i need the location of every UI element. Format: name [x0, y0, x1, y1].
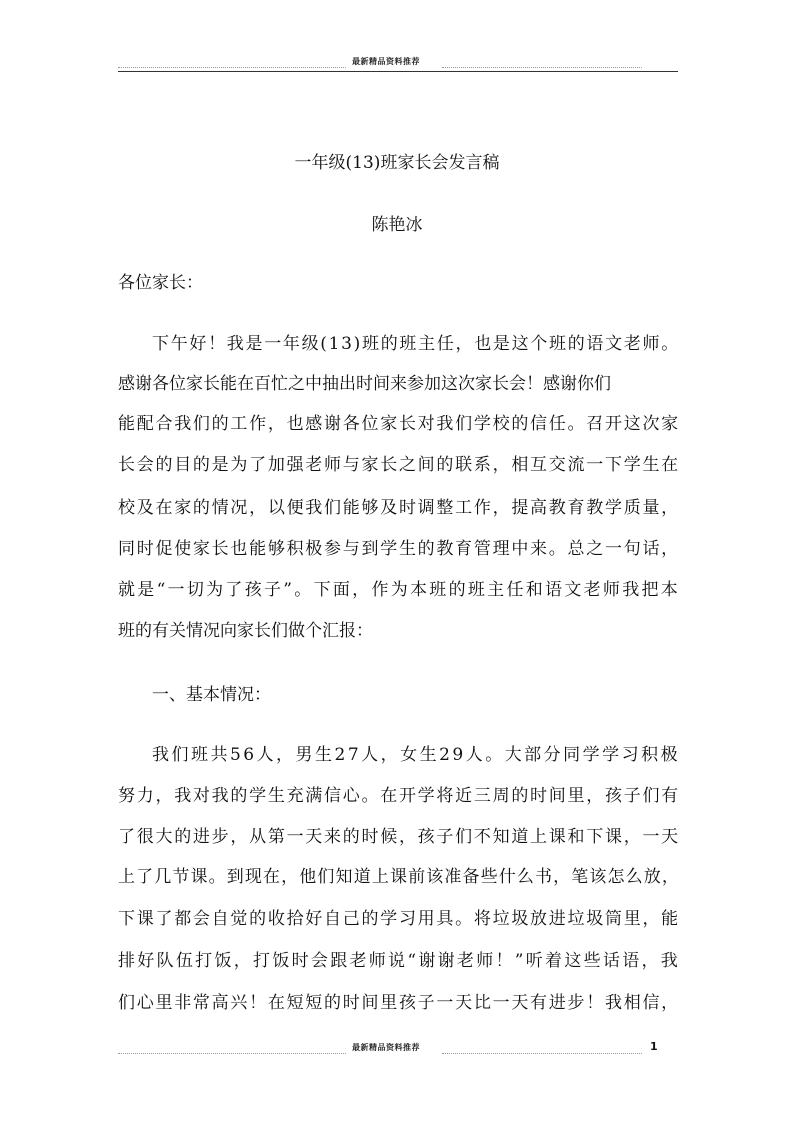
page-number: 1 — [650, 1040, 658, 1053]
paragraph-line: 排好队伍打饭，打饭时会跟老师说“谢谢老师！”听着这些话语，我 — [118, 951, 680, 971]
header-dotted-rule-right — [442, 67, 642, 68]
section-heading: 一、基本情况： — [152, 685, 271, 705]
paragraph-line: 能配合我们的工作，也感谢各位家长对我们学校的信任。召开这次家 — [118, 414, 680, 434]
header-dotted-rule-left — [118, 67, 346, 68]
paragraph-line: 了很大的进步，从第一天来的时候，孩子们不知道上课和下课，一天 — [118, 827, 680, 847]
paragraph-line: 班的有关情况向家长们做个汇报： — [118, 621, 373, 641]
footer-text: 最新精品资料推荐 — [352, 1043, 420, 1052]
paragraph-line: 就是“一切为了孩子”。下面，作为本班的班主任和语文老师我把本 — [118, 580, 680, 600]
salutation: 各位家长： — [118, 273, 203, 293]
footer-dotted-rule-right — [442, 1053, 642, 1054]
paragraph-line: 感谢各位家长能在百忙之中抽出时间来参加这次家长会！感谢你们 — [118, 374, 611, 394]
paragraph-line: 们心里非常高兴！在短短的时间里孩子一天比一天有进步！我相信， — [118, 993, 680, 1013]
page-header — [118, 56, 678, 74]
paragraph-line: 长会的目的是为了加强老师与家长之间的联系，相互交流一下学生在 — [118, 455, 680, 475]
paragraph-line: 上了几节课。到现在，他们知道上课前该准备些什么书，笔该怎么放， — [118, 867, 680, 887]
header-text: 最新精品资料推荐 — [352, 57, 420, 66]
paragraph-line: 下午好！我是一年级(13)班的班主任，也是这个班的语文老师。 — [152, 334, 680, 354]
paragraph-line: 下课了都会自觉的收拾好自己的学习用具。将垃圾放进垃圾筒里，能 — [118, 909, 680, 929]
header-rule — [118, 71, 678, 72]
paragraph-line: 校及在家的情况，以便我们能够及时调整工作，提高教育教学质量， — [118, 498, 680, 518]
footer-dotted-rule-left — [118, 1053, 346, 1054]
paragraph-line: 努力，我对我的学生充满信心。在开学将近三周的时间里，孩子们有 — [118, 786, 680, 806]
paragraph-line: 我们班共56人，男生27人，女生29人。大部分同学学习积极 — [152, 745, 680, 765]
page-footer — [118, 1042, 678, 1060]
document-title: 一年级(13)班家长会发言稿 — [294, 153, 500, 173]
document-author: 陈艳冰 — [371, 215, 423, 235]
paragraph-line: 同时促使家长也能够积极参与到学生的教育管理中来。总之一句话， — [118, 539, 680, 559]
